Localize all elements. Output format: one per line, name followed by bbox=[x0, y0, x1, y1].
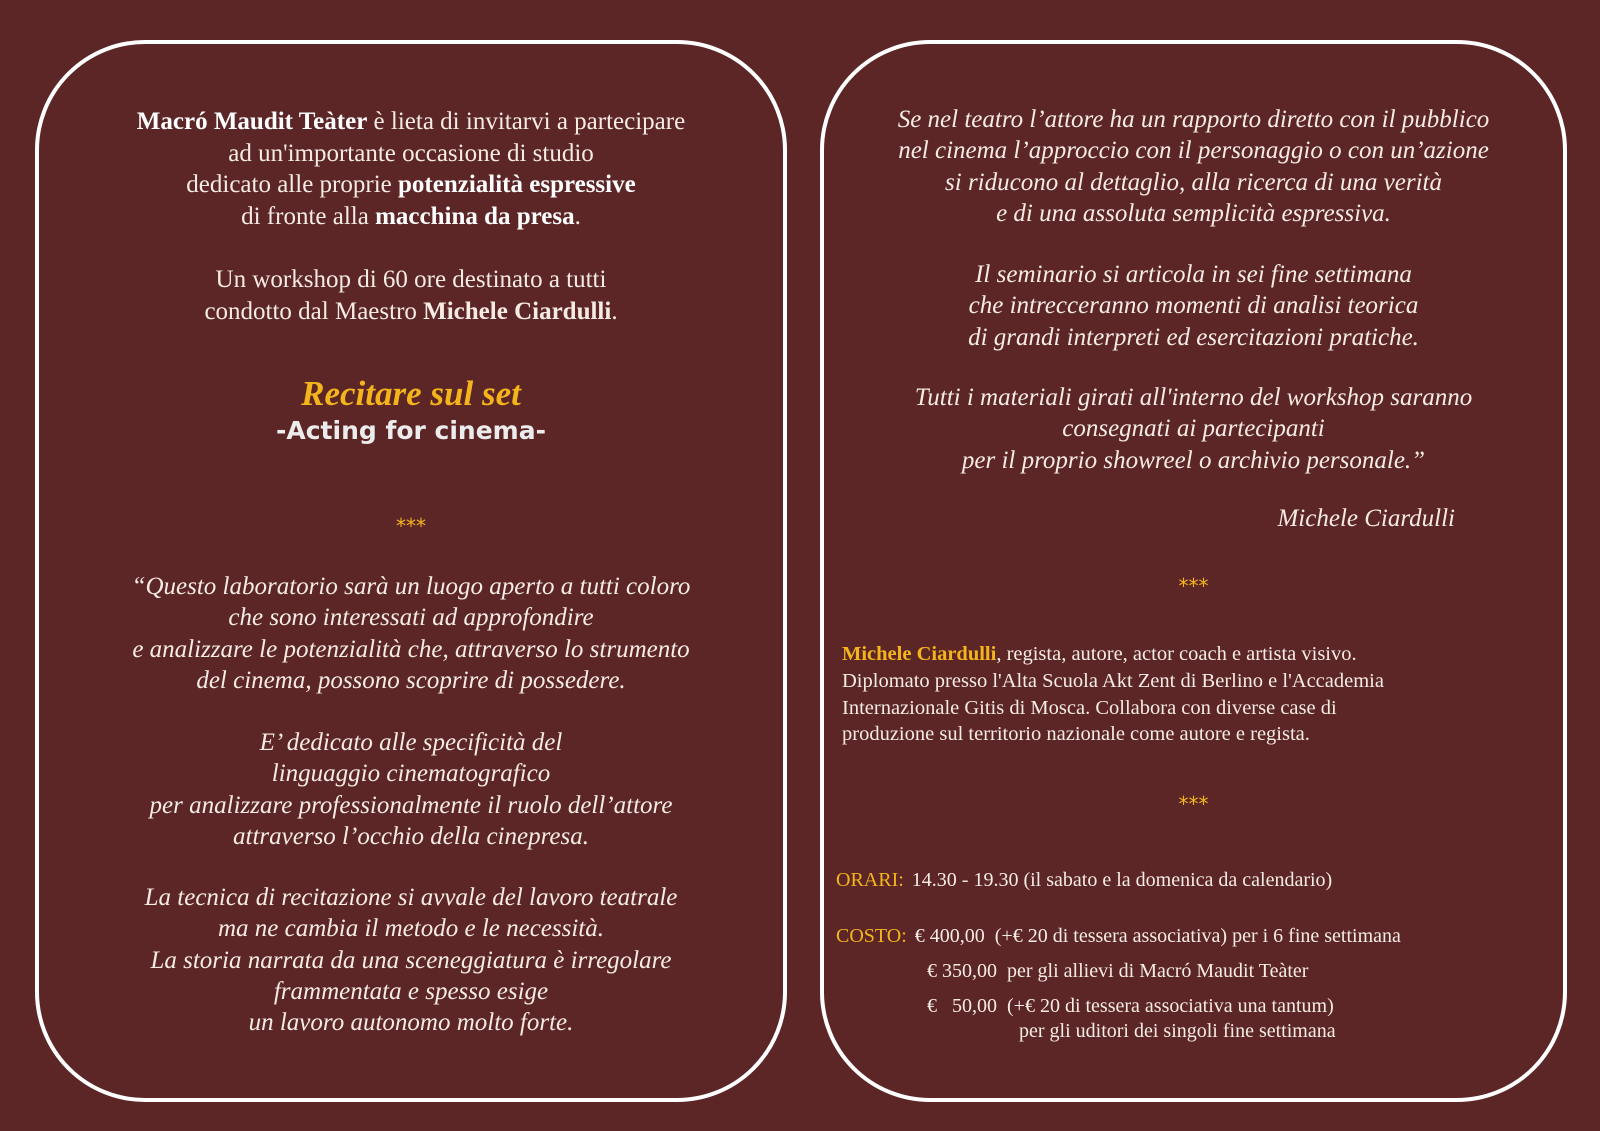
quote-line: Il seminario si articola in sei fine settimana bbox=[975, 261, 1412, 288]
quote-line: di grandi interpreti ed esercitazioni pratiche. bbox=[968, 323, 1419, 351]
quote-paragraph-2 bbox=[39, 727, 783, 852]
quote-line: “Questo laboratorio sarà un luogo aperto a tutti coloro bbox=[131, 573, 691, 600]
maestro-name: Michele Ciardulli bbox=[423, 297, 612, 325]
schedule-value: 14.30 - 19.30 (il sabato e la domenica da calendario) bbox=[911, 869, 1333, 891]
intro-emphasis-2: macchina da presa bbox=[375, 202, 575, 230]
cost-auditors-note: per gli uditori dei singoli fine settimana bbox=[1019, 1020, 1336, 1042]
workshop-paragraph bbox=[39, 264, 783, 327]
workshop-line2: condotto dal Maestro bbox=[204, 297, 424, 325]
biography-paragraph bbox=[842, 641, 1533, 748]
cost-row bbox=[927, 960, 1308, 983]
quote-line: si riducono al dettaglio, alla ricerca di una verità bbox=[945, 168, 1442, 196]
schedule-row bbox=[836, 869, 1332, 892]
workshop-line2-end: . bbox=[611, 297, 618, 325]
workshop-subtitle: -Acting for cinema- bbox=[276, 416, 546, 445]
quote-line: attraverso l’occhio della cinepresa. bbox=[233, 822, 589, 850]
intro-line4: di fronte alla bbox=[241, 202, 376, 230]
right-quote-paragraph-3 bbox=[824, 382, 1563, 476]
separator-stars: *** bbox=[1178, 574, 1209, 598]
workshop-title: Recitare sul set bbox=[301, 374, 521, 413]
quote-line: del cinema, possono scoprire di possedere. bbox=[196, 666, 626, 694]
separator-stars: *** bbox=[396, 514, 426, 538]
bio-line1: , regista, autore, actor coach e artista visivo. bbox=[996, 643, 1357, 665]
schedule-label: ORARI: bbox=[836, 869, 904, 891]
quote-line: consegnati ai partecipanti bbox=[1062, 415, 1325, 443]
intro-line1: è lieta di invitarvi a partecipare bbox=[367, 108, 686, 135]
quote-line: nel cinema l’approccio con il personaggio o con un’azione bbox=[898, 137, 1489, 165]
right-quote-paragraph-1 bbox=[824, 104, 1563, 229]
intro-line3: dedicato alle proprie bbox=[186, 171, 398, 198]
quote-line: La tecnica di recitazione si avvale del lavoro teatrale bbox=[144, 884, 678, 911]
cost-full: € 400,00 (+€ 20 di tessera associativa) per i 6 fine settimana bbox=[914, 925, 1401, 947]
quote-line: per analizzare professionalmente il ruolo dell’attore bbox=[149, 791, 673, 819]
quote-line: La storia narrata da una sceneggiatura è irregolare bbox=[150, 946, 672, 974]
intro-line2: ad un'importante occasione di studio bbox=[228, 139, 594, 167]
right-panel bbox=[820, 40, 1567, 1102]
right-quote-paragraph-2 bbox=[824, 259, 1563, 353]
workshop-line1: Un workshop di 60 ore destinato a tutti bbox=[215, 266, 607, 293]
quote-paragraph-3 bbox=[39, 882, 783, 1038]
bio-line2: Diplomato presso l'Alta Scuola Akt Zent di Berlino e l'Accademia bbox=[842, 669, 1384, 692]
separator-stars: *** bbox=[1178, 792, 1209, 816]
quote-line: un lavoro autonomo molto forte. bbox=[248, 1009, 574, 1037]
cost-auditors: € 50,00 (+€ 20 di tessera associativa una tantum) bbox=[927, 995, 1334, 1017]
intro-line4-end: . bbox=[574, 202, 581, 230]
quote-paragraph-1 bbox=[39, 571, 783, 696]
quote-line: e di una assoluta semplicità espressiva. bbox=[996, 199, 1391, 227]
left-panel bbox=[35, 40, 787, 1102]
intro-paragraph bbox=[39, 106, 783, 232]
bio-line4: produzione sul territorio nazionale come autore e regista. bbox=[842, 723, 1310, 746]
intro-emphasis-1: potenzialità espressive bbox=[398, 171, 636, 198]
quote-line: Tutti i materiali girati all'interno del workshop saranno bbox=[914, 384, 1473, 411]
quote-line: E’ dedicato alle specificità del bbox=[259, 729, 563, 756]
quote-line: per il proprio showreel o archivio personale.” bbox=[961, 446, 1426, 474]
quote-line: che intrecceranno momenti di analisi teorica bbox=[968, 292, 1419, 320]
company-name: Macró Maudit Teàter bbox=[136, 108, 368, 135]
quote-line: linguaggio cinematografico bbox=[271, 760, 551, 788]
quote-signature: Michele Ciardulli bbox=[1277, 505, 1455, 532]
cost-students: € 350,00 per gli allievi di Macró Maudit Teàter bbox=[927, 960, 1309, 982]
quote-line: ma ne cambia il metodo e le necessità. bbox=[217, 915, 604, 943]
cost-row bbox=[1019, 1020, 1336, 1043]
quote-line: e analizzare le potenzialità che, attraverso lo strumento bbox=[132, 635, 690, 663]
quote-line: Se nel teatro l’attore ha un rapporto diretto con il pubblico bbox=[897, 106, 1490, 133]
quote-line: frammentata e spesso esige bbox=[273, 977, 549, 1005]
quote-line: che sono interessati ad approfondire bbox=[228, 604, 594, 632]
cost-row bbox=[836, 925, 1401, 948]
bio-name: Michele Ciardulli bbox=[842, 643, 997, 665]
cost-row bbox=[927, 995, 1334, 1018]
bio-line3: Internazionale Gitis di Mosca. Collabora con diverse case di bbox=[842, 696, 1337, 719]
cost-label: COSTO: bbox=[836, 925, 907, 947]
